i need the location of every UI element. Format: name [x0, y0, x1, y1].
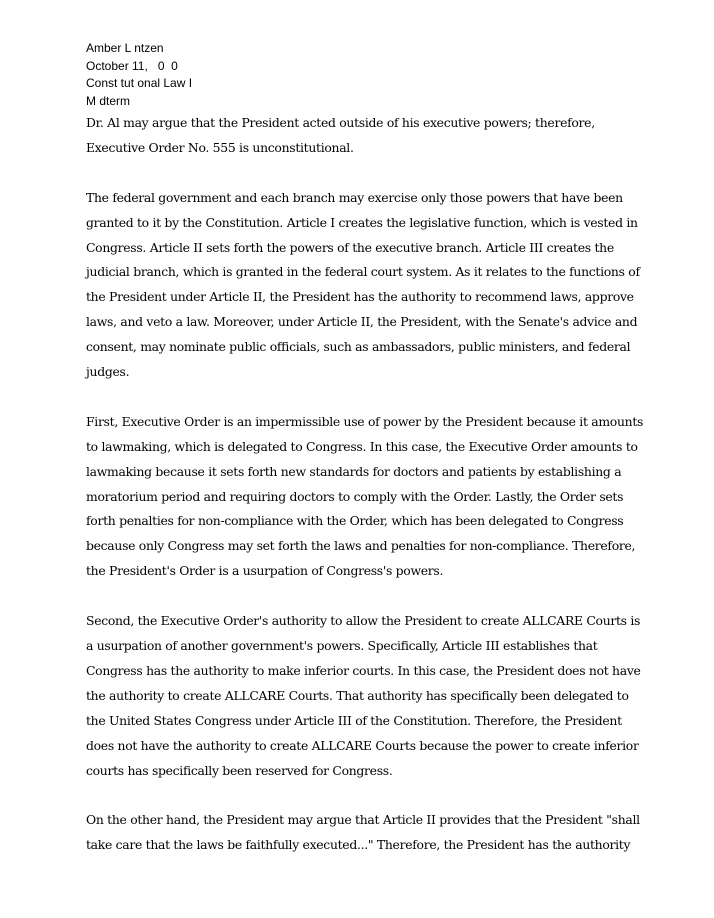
paragraph-counterargument: On the other hand, the President may argue that Article II provides that the President "shall take care that the laws be faithfully executed..." Therefore, the President has the authority	[86, 812, 640, 853]
document-date: October 11, 0 0	[86, 58, 178, 73]
exam-name: M dterm	[86, 93, 131, 108]
document-page	[86, 40, 646, 883]
author-name: Amber L ntzen	[86, 41, 164, 55]
paragraph-second-argument: Second, the Executive Order's authority to allow the President to create ALLCARE Courts is a usurpation of another government's powers. Specifically, Article III establishes that Congress has the authority to make inferior courts. In this case, the President does not have the authority to create ALLCARE Courts. That authority has specifically been delegated to the United States Congress under Article III of the Constitution. Therefore, the President does not have the authority to create ALLCARE Courts because the power to create inferior courts has specifically been reserved for Congress.	[86, 613, 641, 778]
course-name: Const tut onal Law I	[86, 76, 193, 90]
paragraph-intro: Dr. Al may argue that the President acted outside of his executive powers; therefore, Executive Order No. 555 is unconstitutional.	[86, 115, 595, 155]
paragraph-first-argument: First, Executive Order is an impermissible use of power by the President because it amounts to lawmaking, which is delegated to Congress. In this case, the Executive Order amounts to lawmaking because it sets forth new standards for doctors and patients by establishing a moratorium period and requiring doctors to comply with the Order. Lastly, the Order sets forth penalties for non-compliance with the Order, which has been delegated to Congress because only Congress may set forth the laws and penalties for non-compliance. Therefore, the President's Order is a usurpation of Congress's powers.	[86, 413, 644, 579]
paragraph-separation-of-powers: The federal government and each branch may exercise only those powers that have been granted to it by the Constitution. Article I creates the legislative function, which is vested in Congress. Article II sets forth the powers of the executive branch. Article III creates the judicial branch, which is granted in the federal court system. As it relates to the functions of the President under Article II, the President has the authority to recommend laws, approve laws, and veto a law. Moreover, under Article II, the President, with the Senate's advice and consent, may nominate public officials, such as ambassadors, public ministers, and federal judges.	[86, 189, 640, 380]
document-header	[86, 40, 646, 110]
